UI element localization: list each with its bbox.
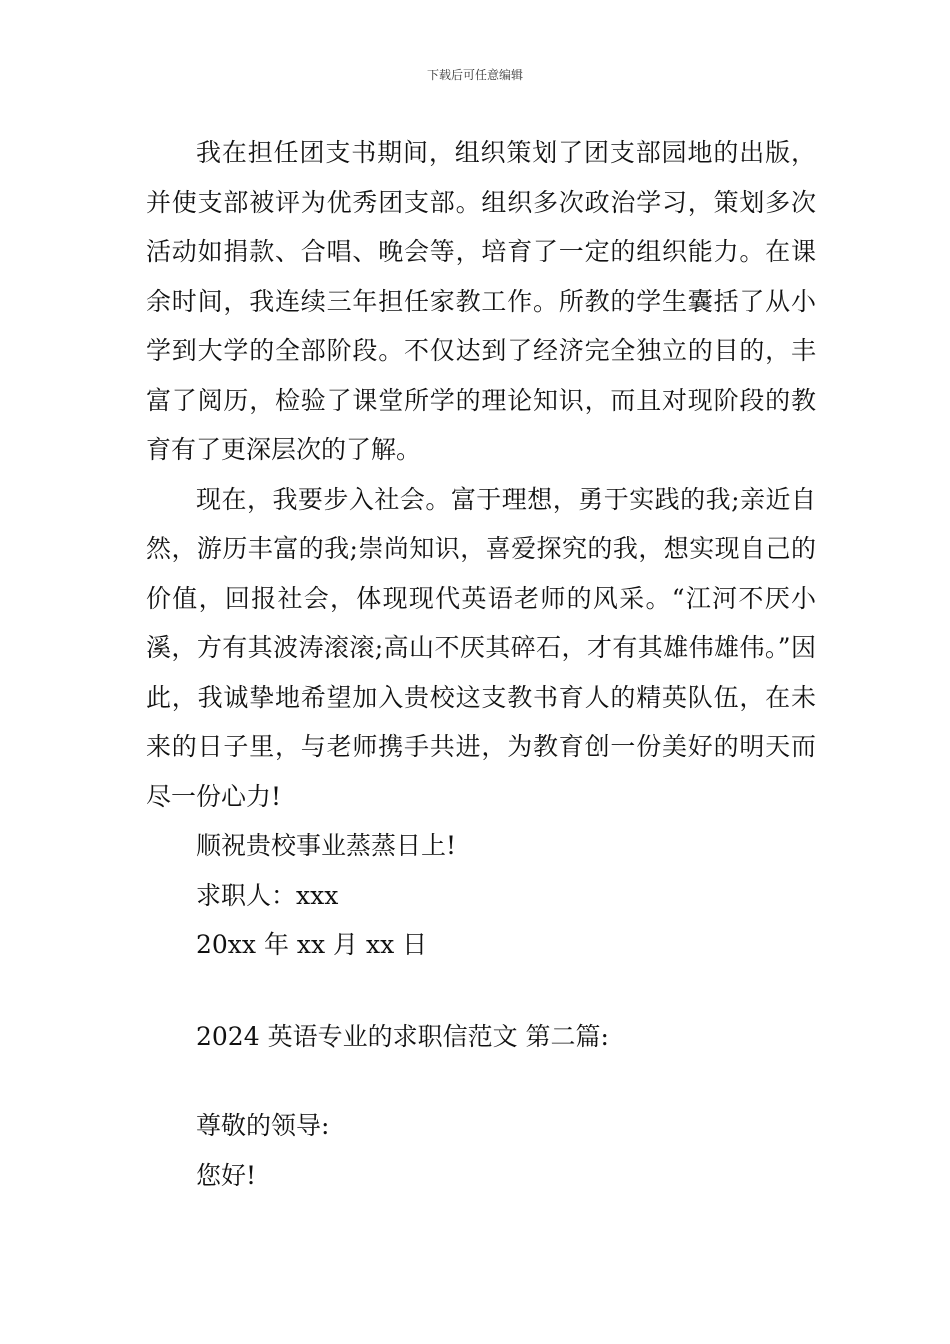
greeting-line: 您好! (196, 1160, 257, 1190)
spacer (146, 1061, 816, 1101)
signature-line: 求职人：xxx (196, 880, 339, 910)
salutation-line: 尊敬的领导: (196, 1111, 330, 1140)
document-body (146, 128, 816, 1200)
paragraph-2: 现在，我要步入社会。富于理想，勇于实践的我;亲近自然，游历丰富的我;崇尚知识，喜爱探究的我，想实现自己的价值，回报社会，体现现代英语老师的风采。“江河不厌小溪，方有其波涛滚滚;高山不厌其碎石，才有其雄伟雄伟。”因此，我诚挚地希望加入贵校这支教书育人的精英队伍，在未来的日子里，与老师携手共进，为教育创一份美好的明天而尽一份心力! (146, 484, 816, 811)
paragraph-1: 我在担任团支书期间，组织策划了团支部园地的出版，并使支部被评为优秀团支部。组织多次政治学习，策划多次活动如捐款、合唱、晚会等，培育了一定的组织能力。在课余时间，我连续三年担任家教工作。所教的学生囊括了从小学到大学的全部阶段。不仅达到了经济完全独立的目的，丰富了阅历，检验了课堂所学的理论知识，而且对现阶段的教育有了更深层次的了解。 (146, 138, 816, 464)
spacer (146, 970, 816, 1012)
date-line: 20xx 年 xx 月 xx 日 (196, 930, 428, 959)
section-title: 2024 英语专业的求职信范文 第二篇: (196, 1021, 609, 1051)
closing-line: 顺祝贵校事业蒸蒸日上! (196, 831, 457, 860)
page-header-note: 下载后可任意编辑 (426, 68, 523, 82)
